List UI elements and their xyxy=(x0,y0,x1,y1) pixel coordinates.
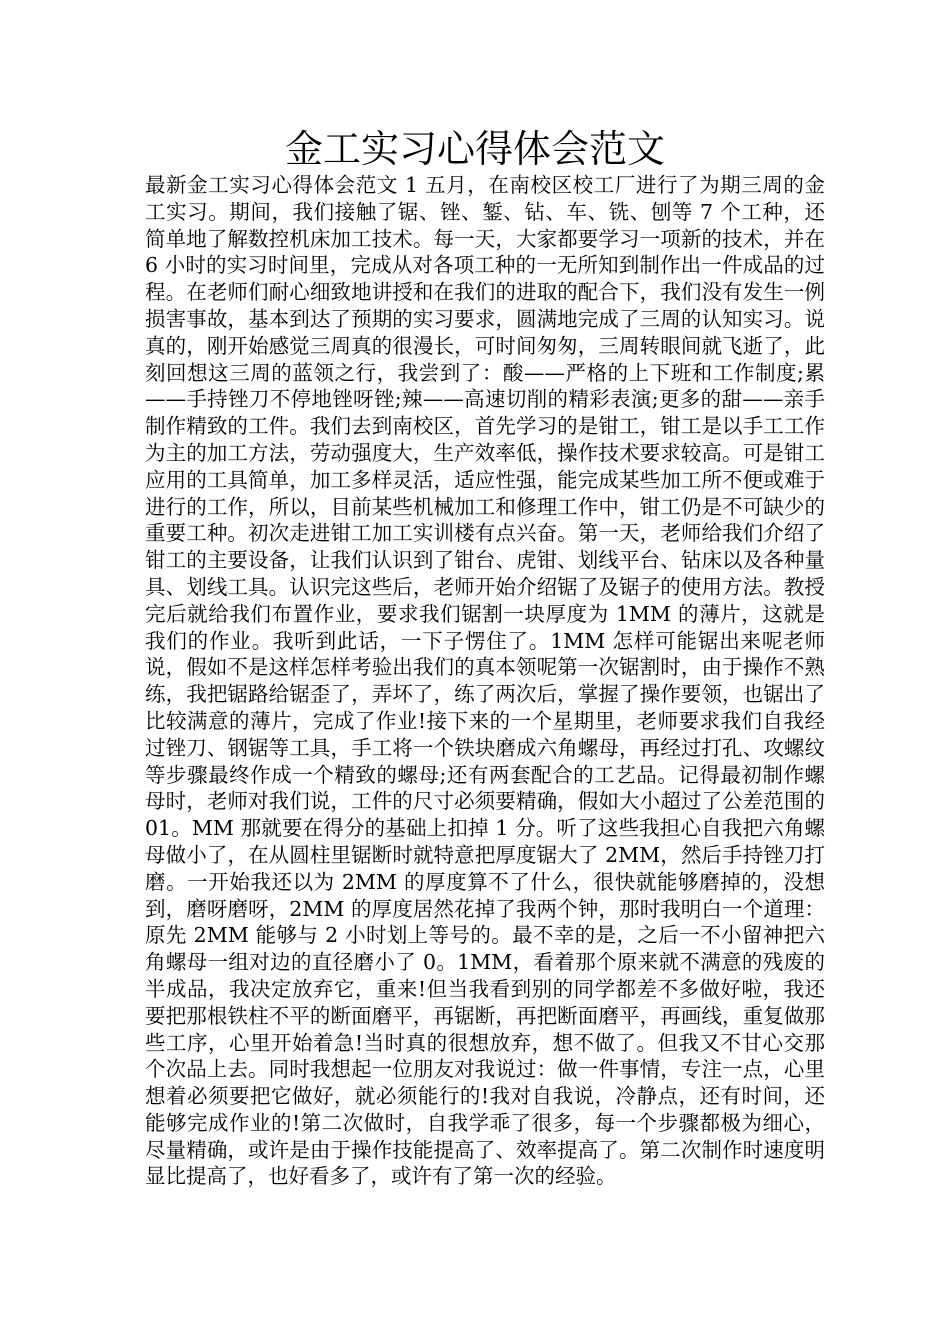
document-body-paragraph: 最新金工实习心得体会范文 1 五月，在南校区校工厂进行了为期三周的金工实习。期间，我们接触了锯、锉、錾、钻、车、铣、刨等 7 个工种，还简单地了解数控机床加工技术。每一天，大家都要学习一项新的技术，并在 6 小时的实习时间里，完成从对各项工种的一无所知到制作出一件成品的过程。在老师们耐心细致地讲授和在我们的进取的配合下，我们没有发生一例损害事故，基本到达了预期的实习要求，圆满地完成了三周的认知实习。说真的，刚开始感觉三周真的很漫长，可时间匆匆，三周转眼间就飞逝了，此刻回想这三周的蓝领之行，我尝到了：酸——严格的上下班和工作制度;累——手持锉刀不停地锉呀锉;辣——高速切削的精彩表演;更多的甜——亲手制作精致的工件。我们去到南校区，首先学习的是钳工，钳工是以手工工作为主的加工方法，劳动强度大，生产效率低，操作技术要求较高。可是钳工应用的工具简单，加工多样灵活，适应性强，能完成某些加工所不便或难于进行的工作，所以，目前某些机械加工和修理工作中，钳工仍是不可缺少的重要工种。初次走进钳工加工实训楼有点兴奋。第一天，老师给我们介绍了钳工的主要设备，让我们认识到了钳台、虎钳、划线平台、钻床以及各种量具、划线工具。认识完这些后，老师开始介绍锯了及锯子的使用方法。教授完后就给我们布置作业，要求我们锯割一块厚度为 1MM 的薄片，这就是我们的作业。我听到此话，一下子愣住了。1MM 怎样可能锯出来呢老师说，假如不是这样怎样考验出我们的真本领呢第一次锯割时，由于操作不熟练，我把锯路给锯歪了，弄坏了，练了两次后，掌握了操作要领，也锯出了比较满意的薄片，完成了作业!接下来的一个星期里，老师要求我们自我经过锉刀、钢锯等工具，手工将一个铁块磨成六角螺母，再经过打孔、攻螺纹等步骤最终作成一个精致的螺母;还有两套配合的工艺品。记得最初制作螺母时，老师对我们说，工件的尺寸必须要精确，假如大小超过了公差范围的 01。MM 那就要在得分的基础上扣掉 1 分。听了这些我担心自我把六角螺母做小了，在从圆柱里锯断时就特意把厚度锯大了 2MM，然后手持锉刀打磨。一开始我还以为 2MM 的厚度算不了什么，很快就能够磨掉的，没想到，磨呀磨呀，2MM 的厚度居然花掉了我两个钟，那时我明白一个道理：原先 2MM 能够与 2 小时划上等号的。最不幸的是，之后一不小留神把六角螺母一组对边的直径磨小了 0。1MM，看着那个原来就不满意的残废的半成品，我决定放弃它，重来!但当我看到别的同学都差不多做好啦，我还要把那根铁柱不平的断面磨平，再锯断，再把断面磨平，再画线，重复做那些工序，心里开始着急!当时真的很想放弃，想不做了。但我又不甘心交那个次品上去。同时我想起一位朋友对我说过：做一件事情，专注一点，心里想着必须要把它做好，就必须能行的!我对自我说，冷静点，还有时间，还能够完成作业的!第二次做时，自我学乖了很多，每一个步骤都极为细心，尽量精确，或许是由于操作技能提高了、效率提高了。第二次制作时速度明显比提高了，也好看多了，或许有了第一次的经验。 xyxy=(145,173,825,1189)
document-title: 金工实习心得体会范文 xyxy=(284,127,665,171)
